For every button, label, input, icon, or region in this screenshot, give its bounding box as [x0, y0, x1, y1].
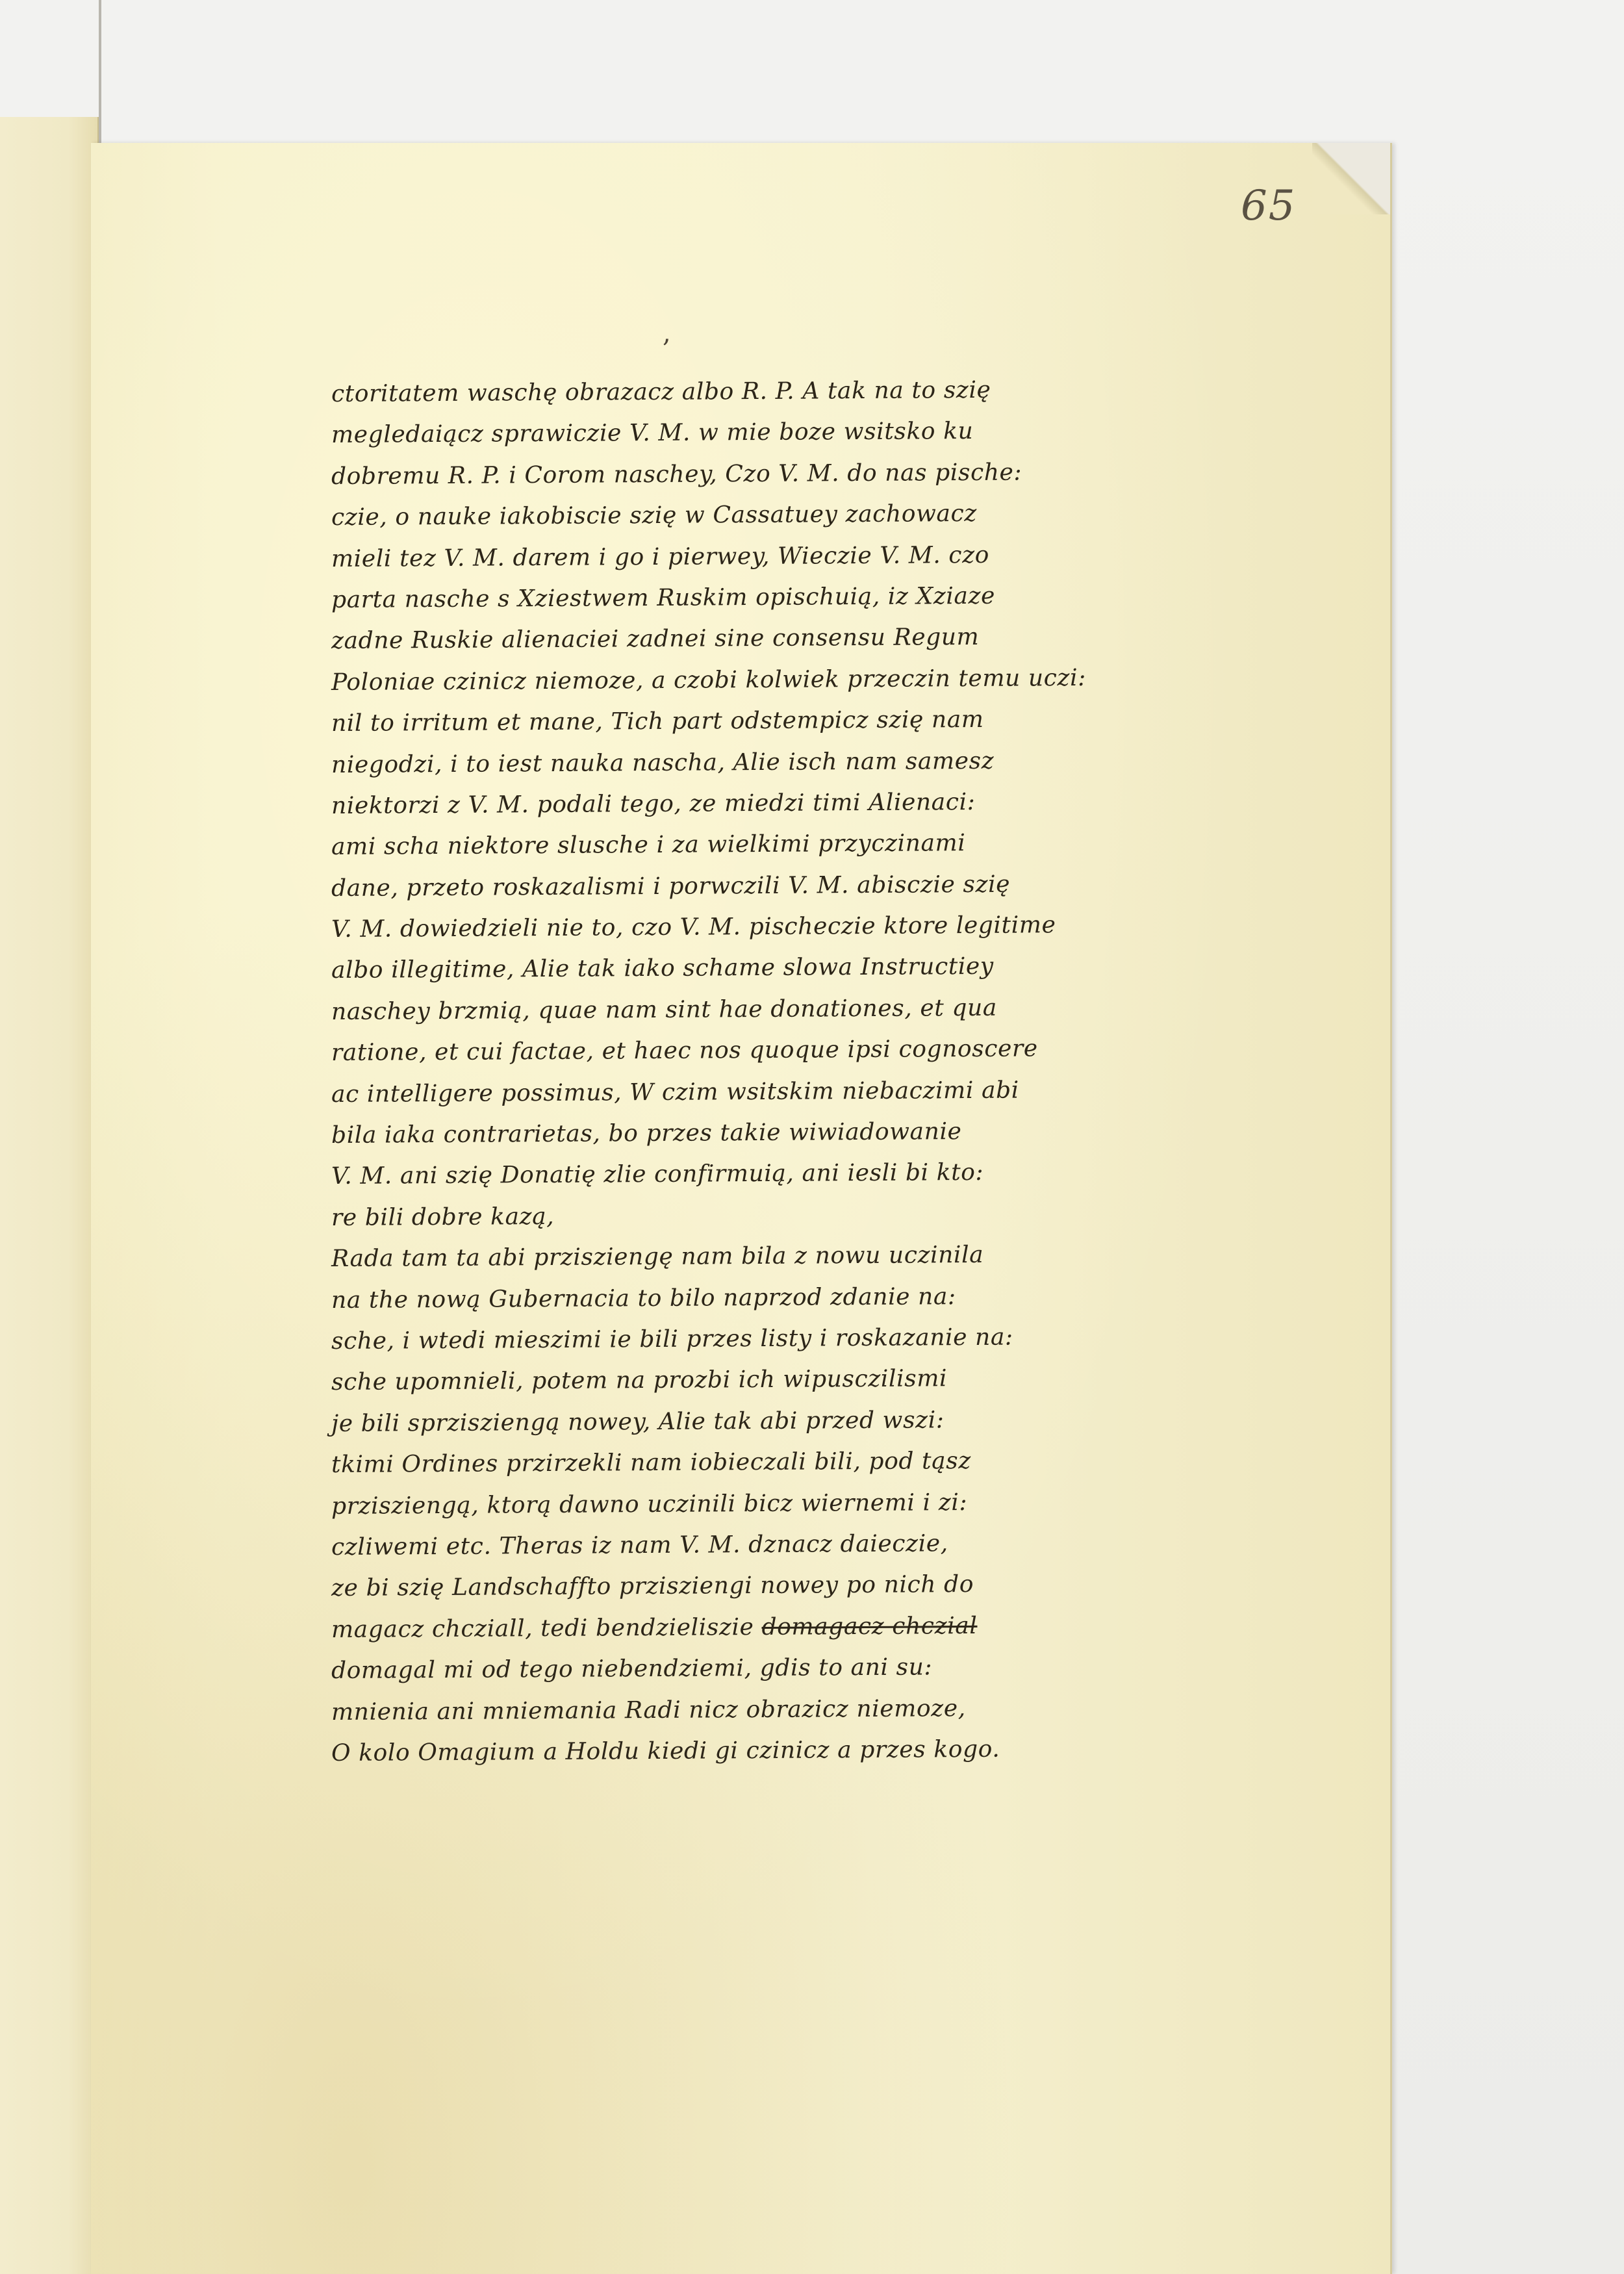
text-line: sche, i wtedi mieszimi ie bili przes listy i roskazanie na: [331, 1323, 1013, 1355]
text-line: ami scha niektore slusche i za wielkimi przyczinami [331, 830, 966, 861]
text-line: zadne Ruskie alienaciei zadnei sine consensu Regum [331, 624, 980, 655]
text-line: niegodzi, i to iest nauka nascha, Alie isch nam samesz [331, 747, 995, 778]
text-line: je bili sprzisziengą nowey, Alie tak abi przed wszi: [331, 1407, 945, 1437]
left-page-edge [0, 117, 99, 2274]
text-line: bila iaka contrarietas, bo przes takie wiwiadowanie [331, 1118, 962, 1149]
text-line-segment: magacz chcziall, tedi bendzieliszie [331, 1613, 754, 1643]
text-line: ratione, et cui factae, et haec nos quoque ipsi cognoscere [331, 1035, 1038, 1067]
text-line: Poloniae czinicz niemoze, a czobi kolwiek przeczin temu uczi: [331, 664, 1087, 696]
text-line: Rada tam ta abi przisziengę nam bila z nowu uczinila [331, 1242, 984, 1273]
text-line: mnienia ani mniemania Radi nicz obrazicz niemoze, [331, 1694, 966, 1726]
text-line: dobremu R. P. i Corom naschey, Czo V. M. do nas pische: [331, 459, 1022, 490]
text-line: parta nasche s Xziestwem Ruskim opischuią, iz Xziaze [331, 582, 996, 613]
text-line: tkimi Ordines przirzekli nam iobieczali bili, pod tąsz [331, 1448, 971, 1479]
text-line: mieli tez V. M. darem i go i pierwey, Wieczie V. M. czo [331, 541, 990, 572]
text-line: ze bi szię Landschaffto przisziengi nowey po nich do [331, 1571, 974, 1602]
text-line: V. M. dowiedzieli nie to, czo V. M. pischeczie ktore legitime [331, 912, 1056, 943]
manuscript-page [91, 143, 1392, 2274]
struck-text: domagacz chczial [761, 1612, 978, 1641]
text-line: O kolo Omagium a Holdu kiedi gi czinicz a przes kogo. [331, 1735, 1000, 1767]
manuscript-text [331, 374, 1345, 1774]
text-line: ac intelligere possimus, W czim wsitskim niebaczimi abi [331, 1077, 1019, 1108]
text-line: dane, przeto roskazalismi i porwczili V. M. abisczie szię [331, 871, 1011, 902]
text-line-with-strike [331, 1603, 1345, 1650]
ink-mark: , [663, 318, 671, 348]
text-line: nil to irritum et mane, Tich part odstempicz szię nam [331, 706, 984, 737]
text-line: przisziengą, ktorą dawno uczinili bicz wiernemi i zi: [331, 1488, 968, 1520]
text-line: domagal mi od tego niebendziemi, gdis to ani su: [331, 1654, 933, 1685]
text-line: na the nową Gubernacia to bilo naprzod zdanie na: [331, 1283, 956, 1314]
text-line: V. M. ani szię Donatię zlie confirmuią, ani iesli bi kto: [331, 1159, 984, 1190]
page-corner-fold [1312, 143, 1390, 214]
text-line: ctoritatem waschę obrazacz albo R. P. A tak na to szię [331, 376, 991, 407]
text-line: czie, o nauke iakobiscie szię w Cassatuey zachowacz [331, 500, 977, 531]
text-line: sche upomnieli, potem na prozbi ich wipusczilismi [331, 1365, 948, 1396]
text-line: re bili dobre kazą, [331, 1203, 555, 1231]
text-line: niektorzi z V. M. podali tego, ze miedzi timi Alienaci: [331, 788, 976, 819]
text-line: czliwemi etc. Theras iz nam V. M. dznacz daieczie, [331, 1530, 948, 1561]
text-line: naschey brzmią, quae nam sint hae donationes, et qua [331, 994, 998, 1025]
folio-number: 65 [1241, 182, 1297, 230]
text-line: megledaiącz sprawiczie V. M. w mie boze wsitsko ku [331, 418, 974, 449]
text-line: albo illegitime, Alie tak iako schame slowa Instructiey [331, 953, 994, 984]
